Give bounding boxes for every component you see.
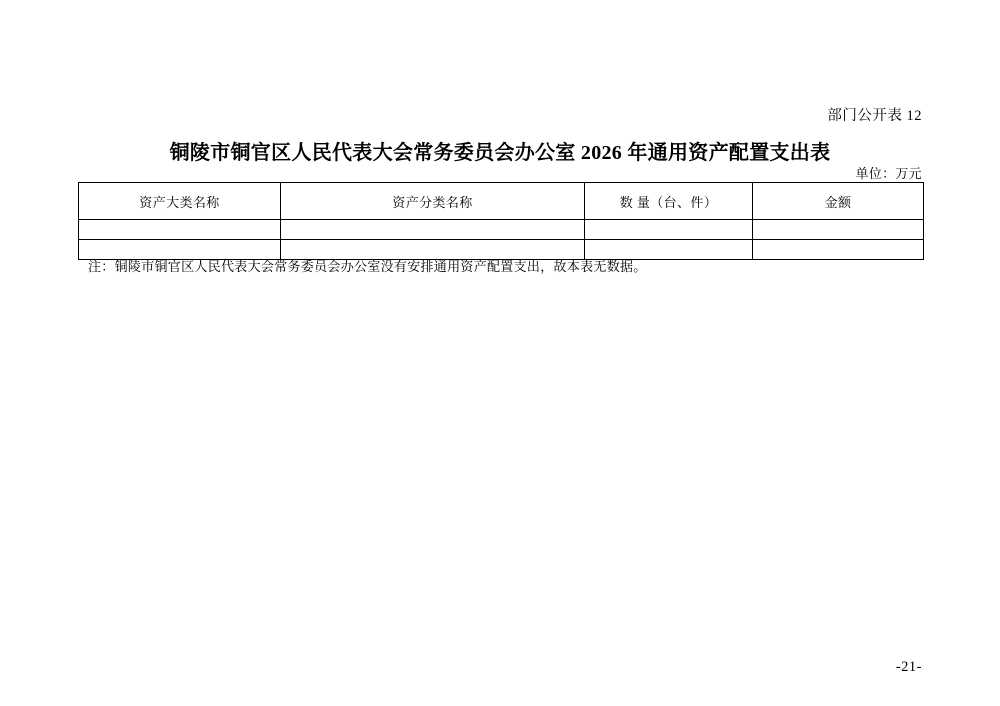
cell-amount <box>753 240 924 260</box>
asset-allocation-table <box>78 182 924 260</box>
cell-amount <box>753 220 924 240</box>
page-title: 铜陵市铜官区人民代表大会常务委员会办公室 2026 年通用资产配置支出表 <box>169 142 831 164</box>
column-header-asset-subcategory: 资产分类名称 <box>281 183 585 220</box>
column-header-quantity: 数 量（台、件） <box>585 183 753 220</box>
cell-asset-subcategory <box>281 220 585 240</box>
page-number: -21- <box>895 659 922 675</box>
public-table-label: 部门公开表 12 <box>827 108 922 124</box>
column-header-asset-category: 资产大类名称 <box>79 183 281 220</box>
unit-label: 单位：万元 <box>855 166 922 181</box>
cell-asset-category <box>79 220 281 240</box>
table-row <box>79 220 924 240</box>
table-note: 注：铜陵市铜官区人民代表大会常务委员会办公室没有安排通用资产配置支出，故本表无数据。 <box>88 259 647 274</box>
column-header-amount: 金额 <box>753 183 924 220</box>
cell-quantity <box>585 220 753 240</box>
table-header-row <box>79 183 924 220</box>
